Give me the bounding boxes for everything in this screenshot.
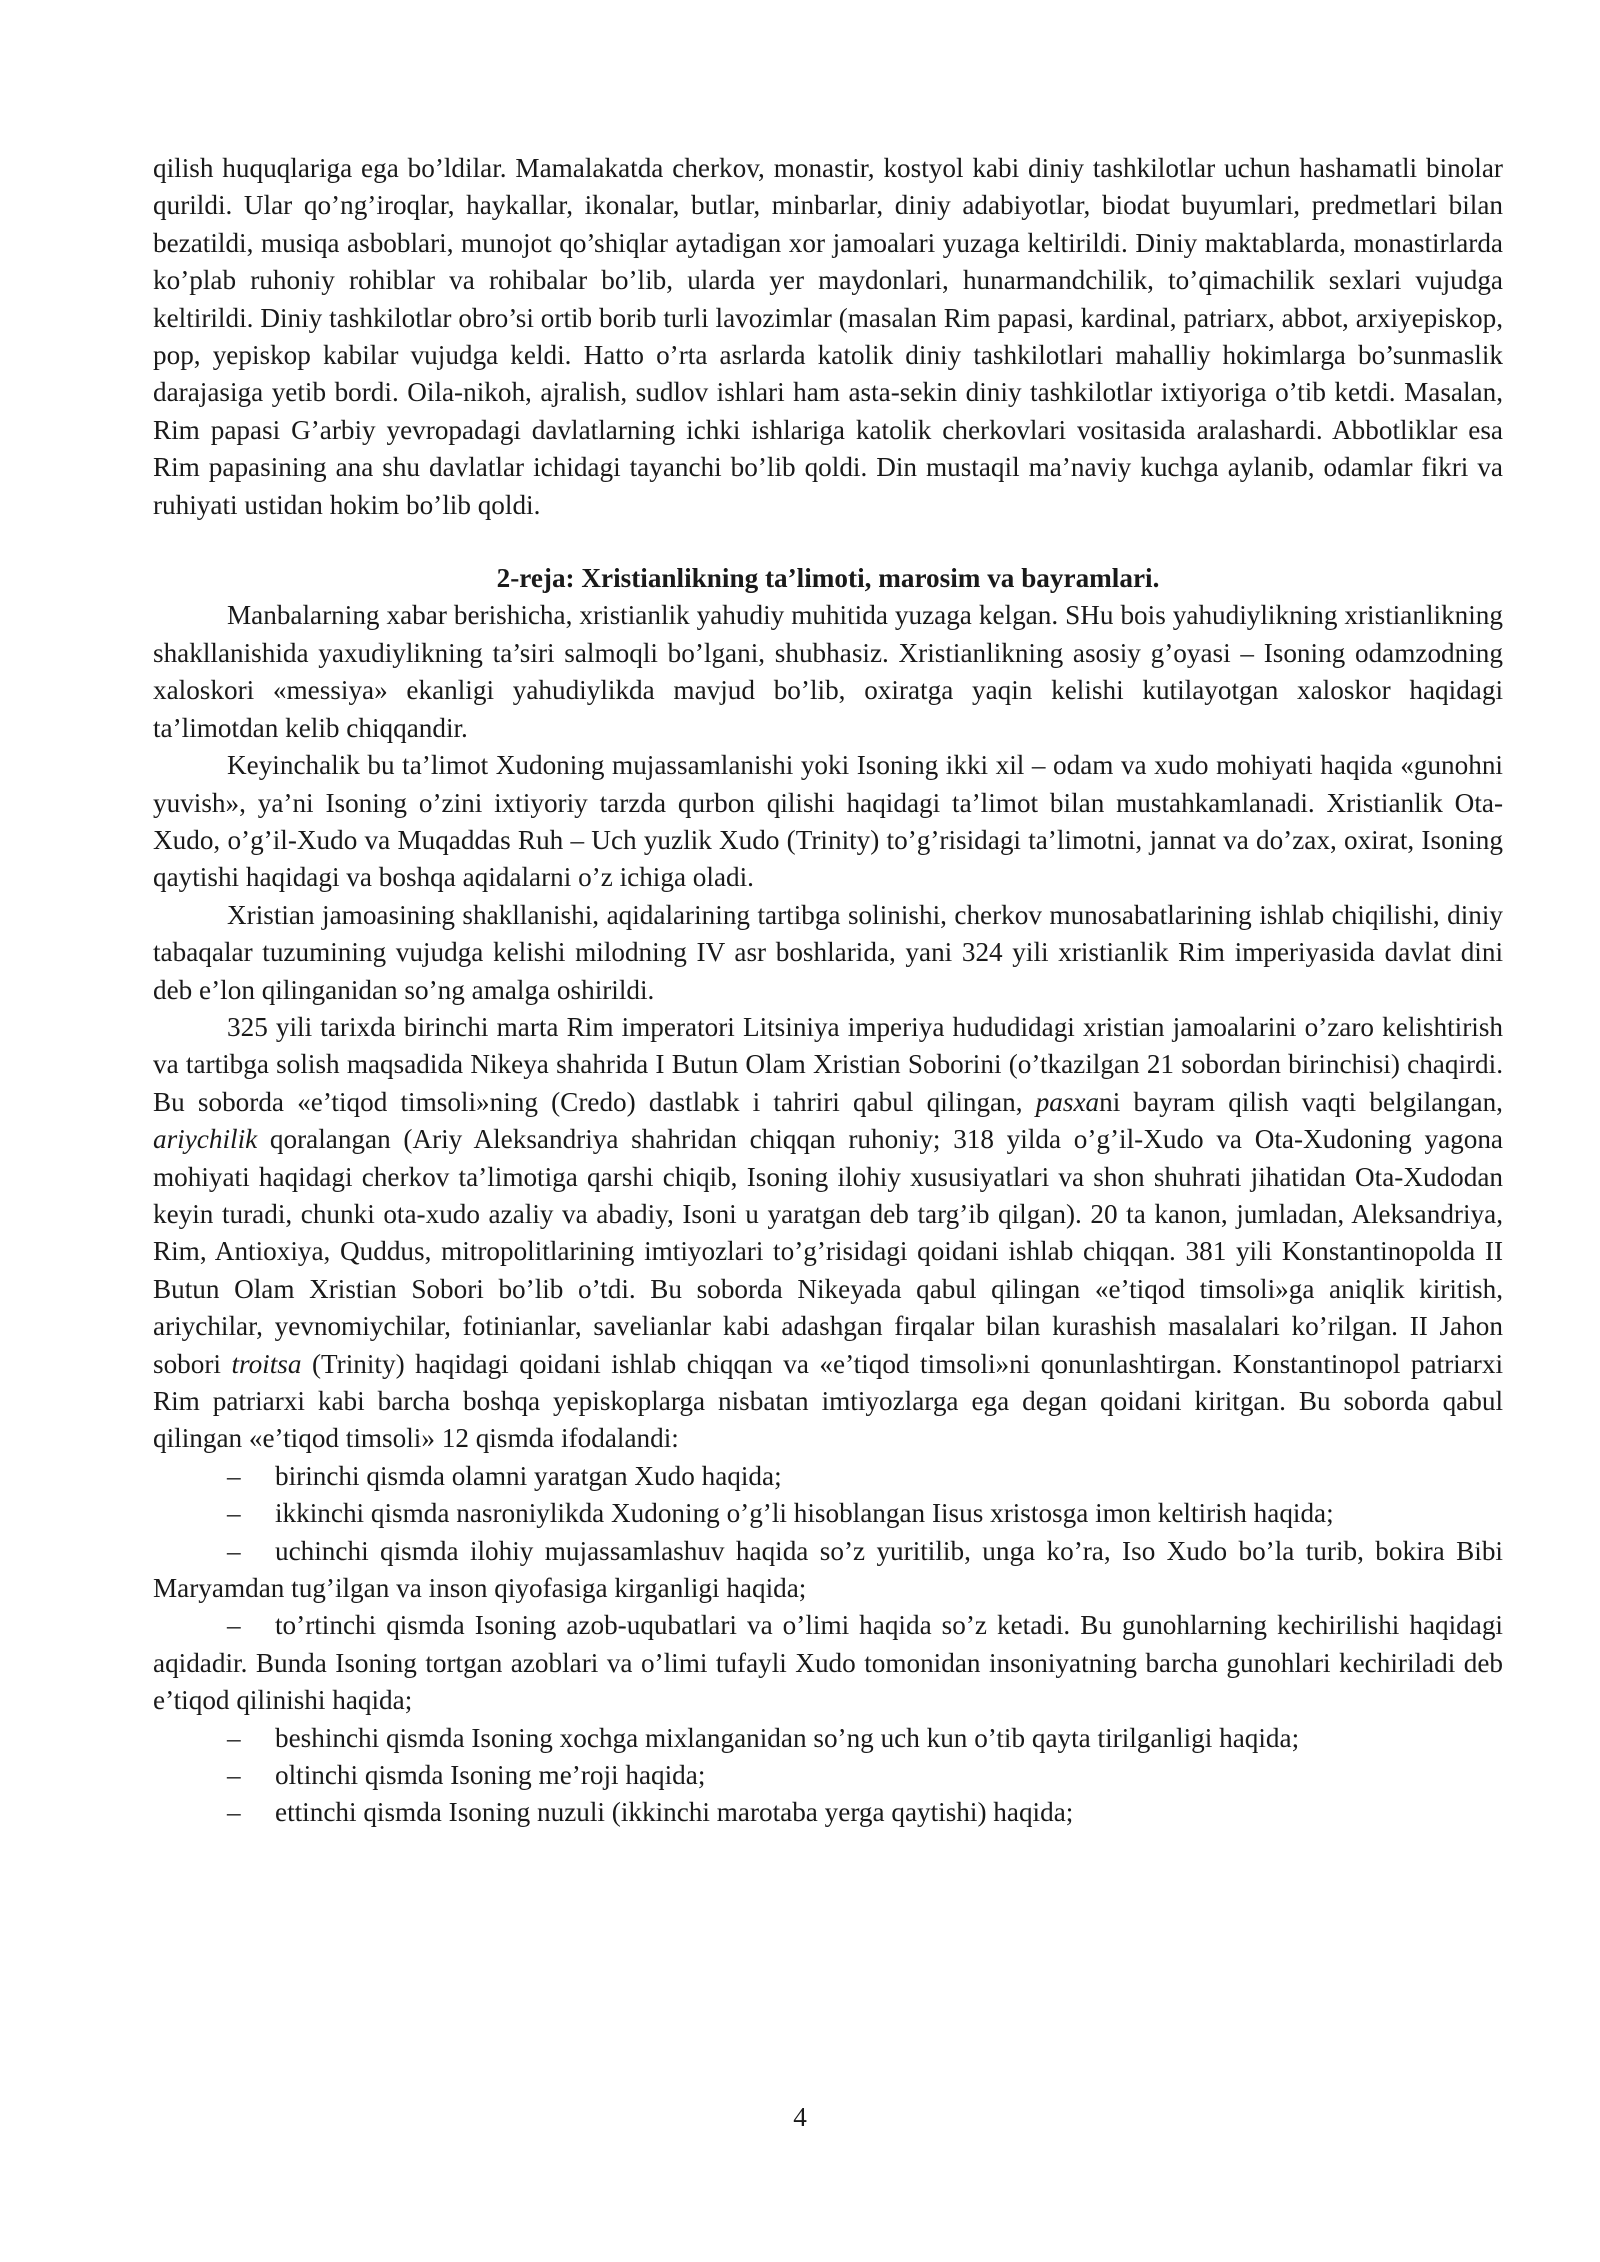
- councils-text-1: 325 yili tarixda birinchi marta Rim imperatori Litsiniya imperiya hududidagi xristian jamoalarini o’zaro kelishtirish va tartibga solish maqsadida Nikeya shahrida I Butun Olam Xristian Soborini (o’tkazilgan 21 sobordan birinchisi) chaqirdi. Bu soborda «e’tiqod timsoli»ning (Credo) dastlabk i tahriri qabul qilingan,: [153, 1011, 1503, 1117]
- list-dash: –: [227, 1535, 241, 1566]
- list-item-text: uchinchi qismda ilohiy mujassamlashuv haqida so’z yuritilib, unga ko’ra, Iso Xudo bo’la turib, bokira Bibi Maryamdan tug’ilgan va inson qiyofasiga kirganligi haqida;: [153, 1535, 1503, 1604]
- list-item: [153, 1720, 1503, 1757]
- councils-text-2: ni bayram qilish vaqti belgilangan,: [1099, 1086, 1503, 1117]
- creed-list: [153, 1458, 1503, 1832]
- paragraph-community: Xristian jamoasining shakllanishi, aqidalarining tartibga solinishi, cherkov munosabatlarining ishlab chiqilishi, diniy tabaqalar tuzumining vujudga kelishi milodning IV asr boshlarida, yani 324 yili xristianlik Rim imperiyasida davlat dini deb e’lon qilinganidan so’ng amalga oshirildi.: [153, 899, 1503, 1005]
- councils-text-3: qoralangan (Ariy Aleksandriya shahridan chiqqan ruhoniy; 318 yilda o’g’il-Xudo va Ota-Xudoning yagona mohiyati haqidagi cherkov ta’limotiga qarshi chiqib, Isoning ilohiy xususiyatlari va shon shuhrati jihatidan Ota-Xudodan keyin turadi, chunki ota-xudo azaliy va abadiy, Isoni u yaratgan deb targ’ib qilgan). 20 ta kanon, jumladan, Aleksandriya, Rim, Antioxiya, Quddus, mitropolitlarining imtiyozlari to’g’risidagi qoidani ishlab chiqqan. 381 yili Konstantinopolda II Butun Olam Xristian Sobori bo’lib o’tdi. Bu soborda Nikeyada qabul qilingan «e’tiqod timsoli»ga aniqlik kiritish, ariychilar, yevnomiychilar, fotinianlar, savelianlar kabi adashgan firqalar bilan kurashish masalalari ko’rilgan. II Jahon sobori: [153, 1124, 1503, 1379]
- list-dash: –: [227, 1460, 241, 1491]
- list-dash: –: [227, 1722, 241, 1753]
- councils-italic-ariychilik: ariychilik: [153, 1124, 258, 1155]
- list-item: [153, 1607, 1503, 1719]
- list-item: [153, 1533, 1503, 1608]
- paragraph-doctrine: Keyinchalik bu ta’limot Xudoning mujassamlanishi yoki Isoning ikki xil – odam va xudo mohiyati haqida «gunohni yuvish», ya’ni Isoning o’zini ixtiyoriy tarzda qurbon qilishi haqidagi ta’limot bilan mustahkamlanadi. Xristianlik Ota-Xudo, o’g’il-Xudo va Muqaddas Ruh – Uch yuzlik Xudo (Trinity) to’g’risidagi ta’limotni, jannat va do’zax, oxirat, Isoning qaytishi haqidagi va boshqa aqidalarni o’z ichiga oladi.: [153, 750, 1503, 893]
- councils-italic-pasxa: pasxa: [1035, 1086, 1100, 1117]
- list-dash: –: [227, 1610, 241, 1641]
- page-number: 4: [793, 2102, 807, 2132]
- list-item-text: ettinchi qismda Isoning nuzuli (ikkinchi marotaba yerga qaytishi) haqida;: [275, 1797, 1074, 1828]
- list-dash: –: [227, 1797, 241, 1828]
- list-item-text: to’rtinchi qismda Isoning azob-uqubatlari va o’limi haqida so’z ketadi. Bu gunohlarning kechirilishi haqidagi aqidadir. Bunda Isoning tortgan azoblari va o’limi tufayli Xudo tomonidan insoniyatning barcha gunohlari kechiriladi deb e’tiqod qilinishi haqida;: [153, 1610, 1503, 1716]
- list-item-text: beshinchi qismda Isoning xochga mixlanganidan so’ng uch kun o’tib qayta tirilganligi haqida;: [275, 1722, 1300, 1753]
- councils-italic-troitsa: troitsa: [231, 1348, 302, 1379]
- paragraph-origins: Manbalarning xabar berishicha, xristianlik yahudiy muhitida yuzaga kelgan. SHu bois yahudiylikning xristianlikning shakllanishida yaxudiylikning ta’siri salmoqli bo’lgani, shubhasiz. Xristianlikning asosiy g’oyasi – Isoning odamzodning xaloskori «messiya» ekanligi yahudiylikda mavjud bo’lib, oxiratga yaqin kelishi kutilayotgan xaloskor haqidagi ta’limotdan kelib chiqqandir.: [153, 600, 1503, 743]
- list-item: [153, 1495, 1503, 1532]
- list-item-text: oltinchi qismda Isoning me’roji haqida;: [275, 1760, 706, 1791]
- section-heading: 2-reja: Xristianlikning ta’limoti, marosim va bayramlari.: [496, 563, 1160, 594]
- list-dash: –: [227, 1760, 241, 1791]
- list-item-text: ikkinchi qismda nasroniylikda Xudoning o’g’li hisoblangan Iisus xristosga imon keltirish haqida;: [275, 1498, 1334, 1529]
- paragraph-councils: [153, 1009, 1503, 1458]
- document-page: [153, 150, 1503, 1832]
- list-item: [153, 1757, 1503, 1794]
- list-dash: –: [227, 1498, 241, 1529]
- list-item: [153, 1794, 1503, 1831]
- list-item-text: birinchi qismda olamni yaratgan Xudo haqida;: [275, 1460, 782, 1491]
- paragraph-continued: qilish huquqlariga ega bo’ldilar. Mamalakatda cherkov, monastir, kostyol kabi diniy tashkilotlar uchun hashamatli binolar qurildi. Ular qo’ng’iroqlar, haykallar, ikonalar, butlar, minbarlar, diniy adabiyotlar, biodat buyumlari, predmetlari bilan bezatildi, musiqa asboblari, munojot qo’shiqlar aytadigan xor jamoalari yuzaga keltirildi. Diniy maktablarda, monastirlarda ko’plab ruhoniy rohiblar va rohibalar bo’lib, ularda yer maydonlari, hunarmandchilik, to’qimachilik sexlari vujudga keltirildi. Diniy tashkilotlar obro’si ortib borib turli lavozimlar (masalan Rim papasi, kardinal, patriarx, abbot, arxiyepiskop, pop, yepiskop kabilar vujudga keldi. Hatto o’rta asrlarda katolik diniy tashkilotlari mahalliy hokimlarga bo’sunmaslik darajasiga yetib bordi. Oila-nikoh, ajralish, sudlov ishlari ham asta-sekin diniy tashkilotlar ixtiyoriga o’tib ketdi. Masalan, Rim papasi G’arbiy yevropadagi davlatlarning ichki ishlariga katolik cherkovlari vositasida aralashardi. Abbotliklar esa Rim papasining ana shu davlatlar ichidagi tayanchi bo’lib qoldi. Din mustaqil ma’naviy kuchga aylanib, odamlar fikri va ruhiyati ustidan hokim bo’lib qoldi.: [153, 153, 1503, 520]
- list-item: [153, 1458, 1503, 1495]
- councils-text-4: (Trinity) haqidagi qoidani ishlab chiqqan va «e’tiqod timsoli»ni qonunlashtirgan. Konstantinopol patriarxi Rim patriarxi kabi barcha boshqa yepiskoplarga nisbatan imtiyozlarga ega degan qoidani kiritgan. Bu soborda qabul qilingan «e’tiqod timsoli» 12 qismda ifodalandi:: [153, 1348, 1504, 1454]
